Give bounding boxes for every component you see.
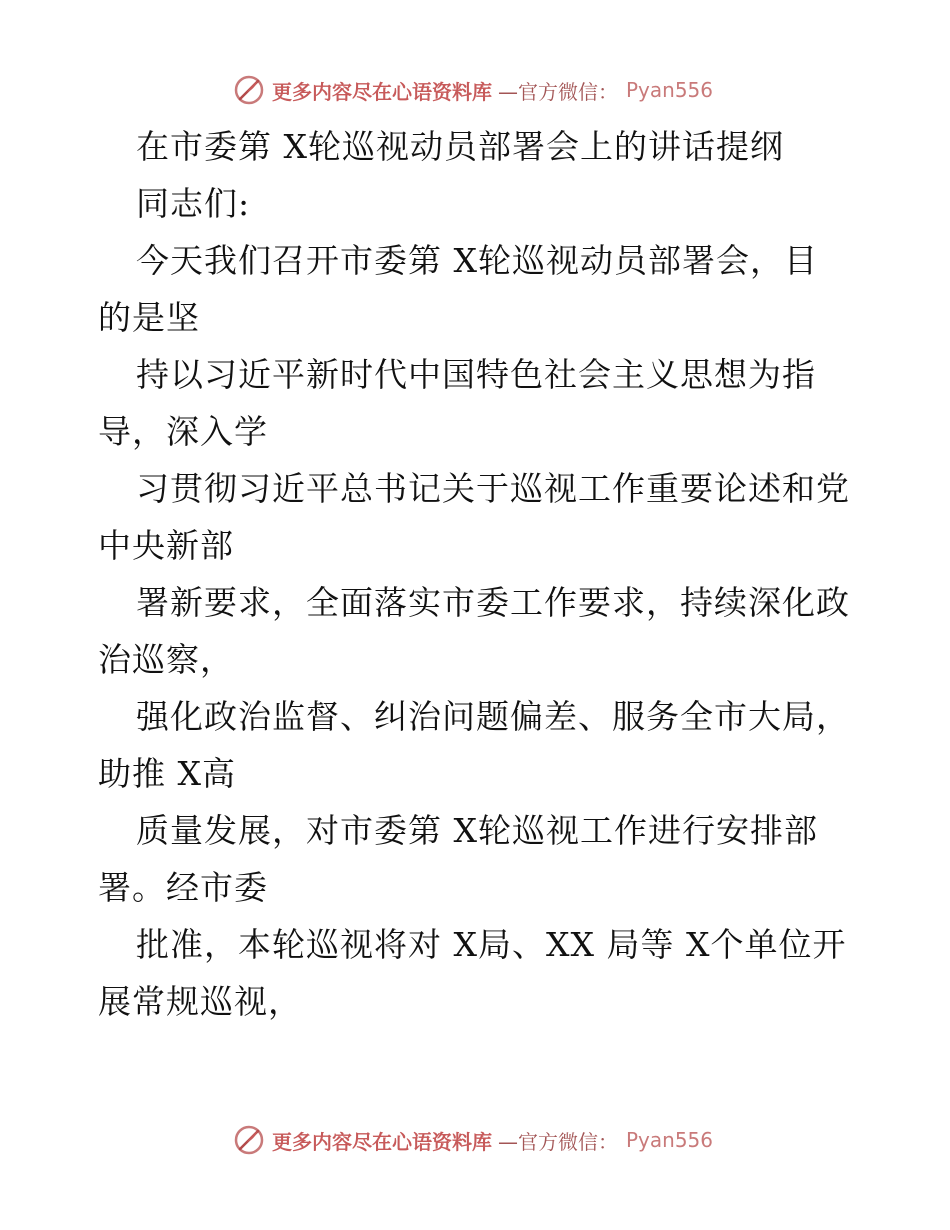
paragraph-line: 中央新部 [98,526,234,565]
watermark-sub-text: —官方微信： [498,79,618,104]
paragraph-line: 持以习近平新时代中国特色社会主义思想为指 [136,355,816,394]
paragraph-line: 习贯彻习近平总书记关于巡视工作重要论述和党 [136,469,850,508]
watermark-footer [232,1120,752,1160]
watermark-sub-text: —官方微信： [498,1129,618,1154]
paragraph-line: 今天我们召开市委第 X轮巡视动员部署会，目 [136,241,818,280]
paragraph-line: 署新要求，全面落实市委工作要求，持续深化政 [136,583,850,622]
quill-logo-icon [232,73,266,107]
watermark-wechat-id: Pyan556 [626,1128,714,1152]
paragraph-line: 导，深入学 [98,412,268,451]
paragraph-line: 强化政治监督、纠治问题偏差、服务全市大局， [136,697,850,736]
document-title: 在市委第 X轮巡视动员部署会上的讲话提纲 [136,127,784,166]
watermark-wechat-id: Pyan556 [626,78,714,102]
paragraph-line: 助推 X高 [98,754,236,793]
watermark-main-text: 更多内容尽在心语资料库 [272,1129,492,1154]
quill-logo-icon [232,1123,266,1157]
paragraph-line: 的是坚 [98,298,200,337]
document-body [98,118,858,1030]
paragraph-line: 批准，本轮巡视将对 X局、XX 局等 X个单位开 [136,925,847,964]
paragraph-line: 展常规巡视， [98,982,302,1021]
paragraph-line: 质量发展，对市委第 X轮巡视工作进行安排部 [136,811,818,850]
paragraph-line: 治巡察， [98,640,234,679]
watermark-main-text: 更多内容尽在心语资料库 [272,79,492,104]
watermark-header [232,70,752,110]
salutation: 同志们: [136,184,251,223]
paragraph-line: 署。经市委 [98,868,268,907]
